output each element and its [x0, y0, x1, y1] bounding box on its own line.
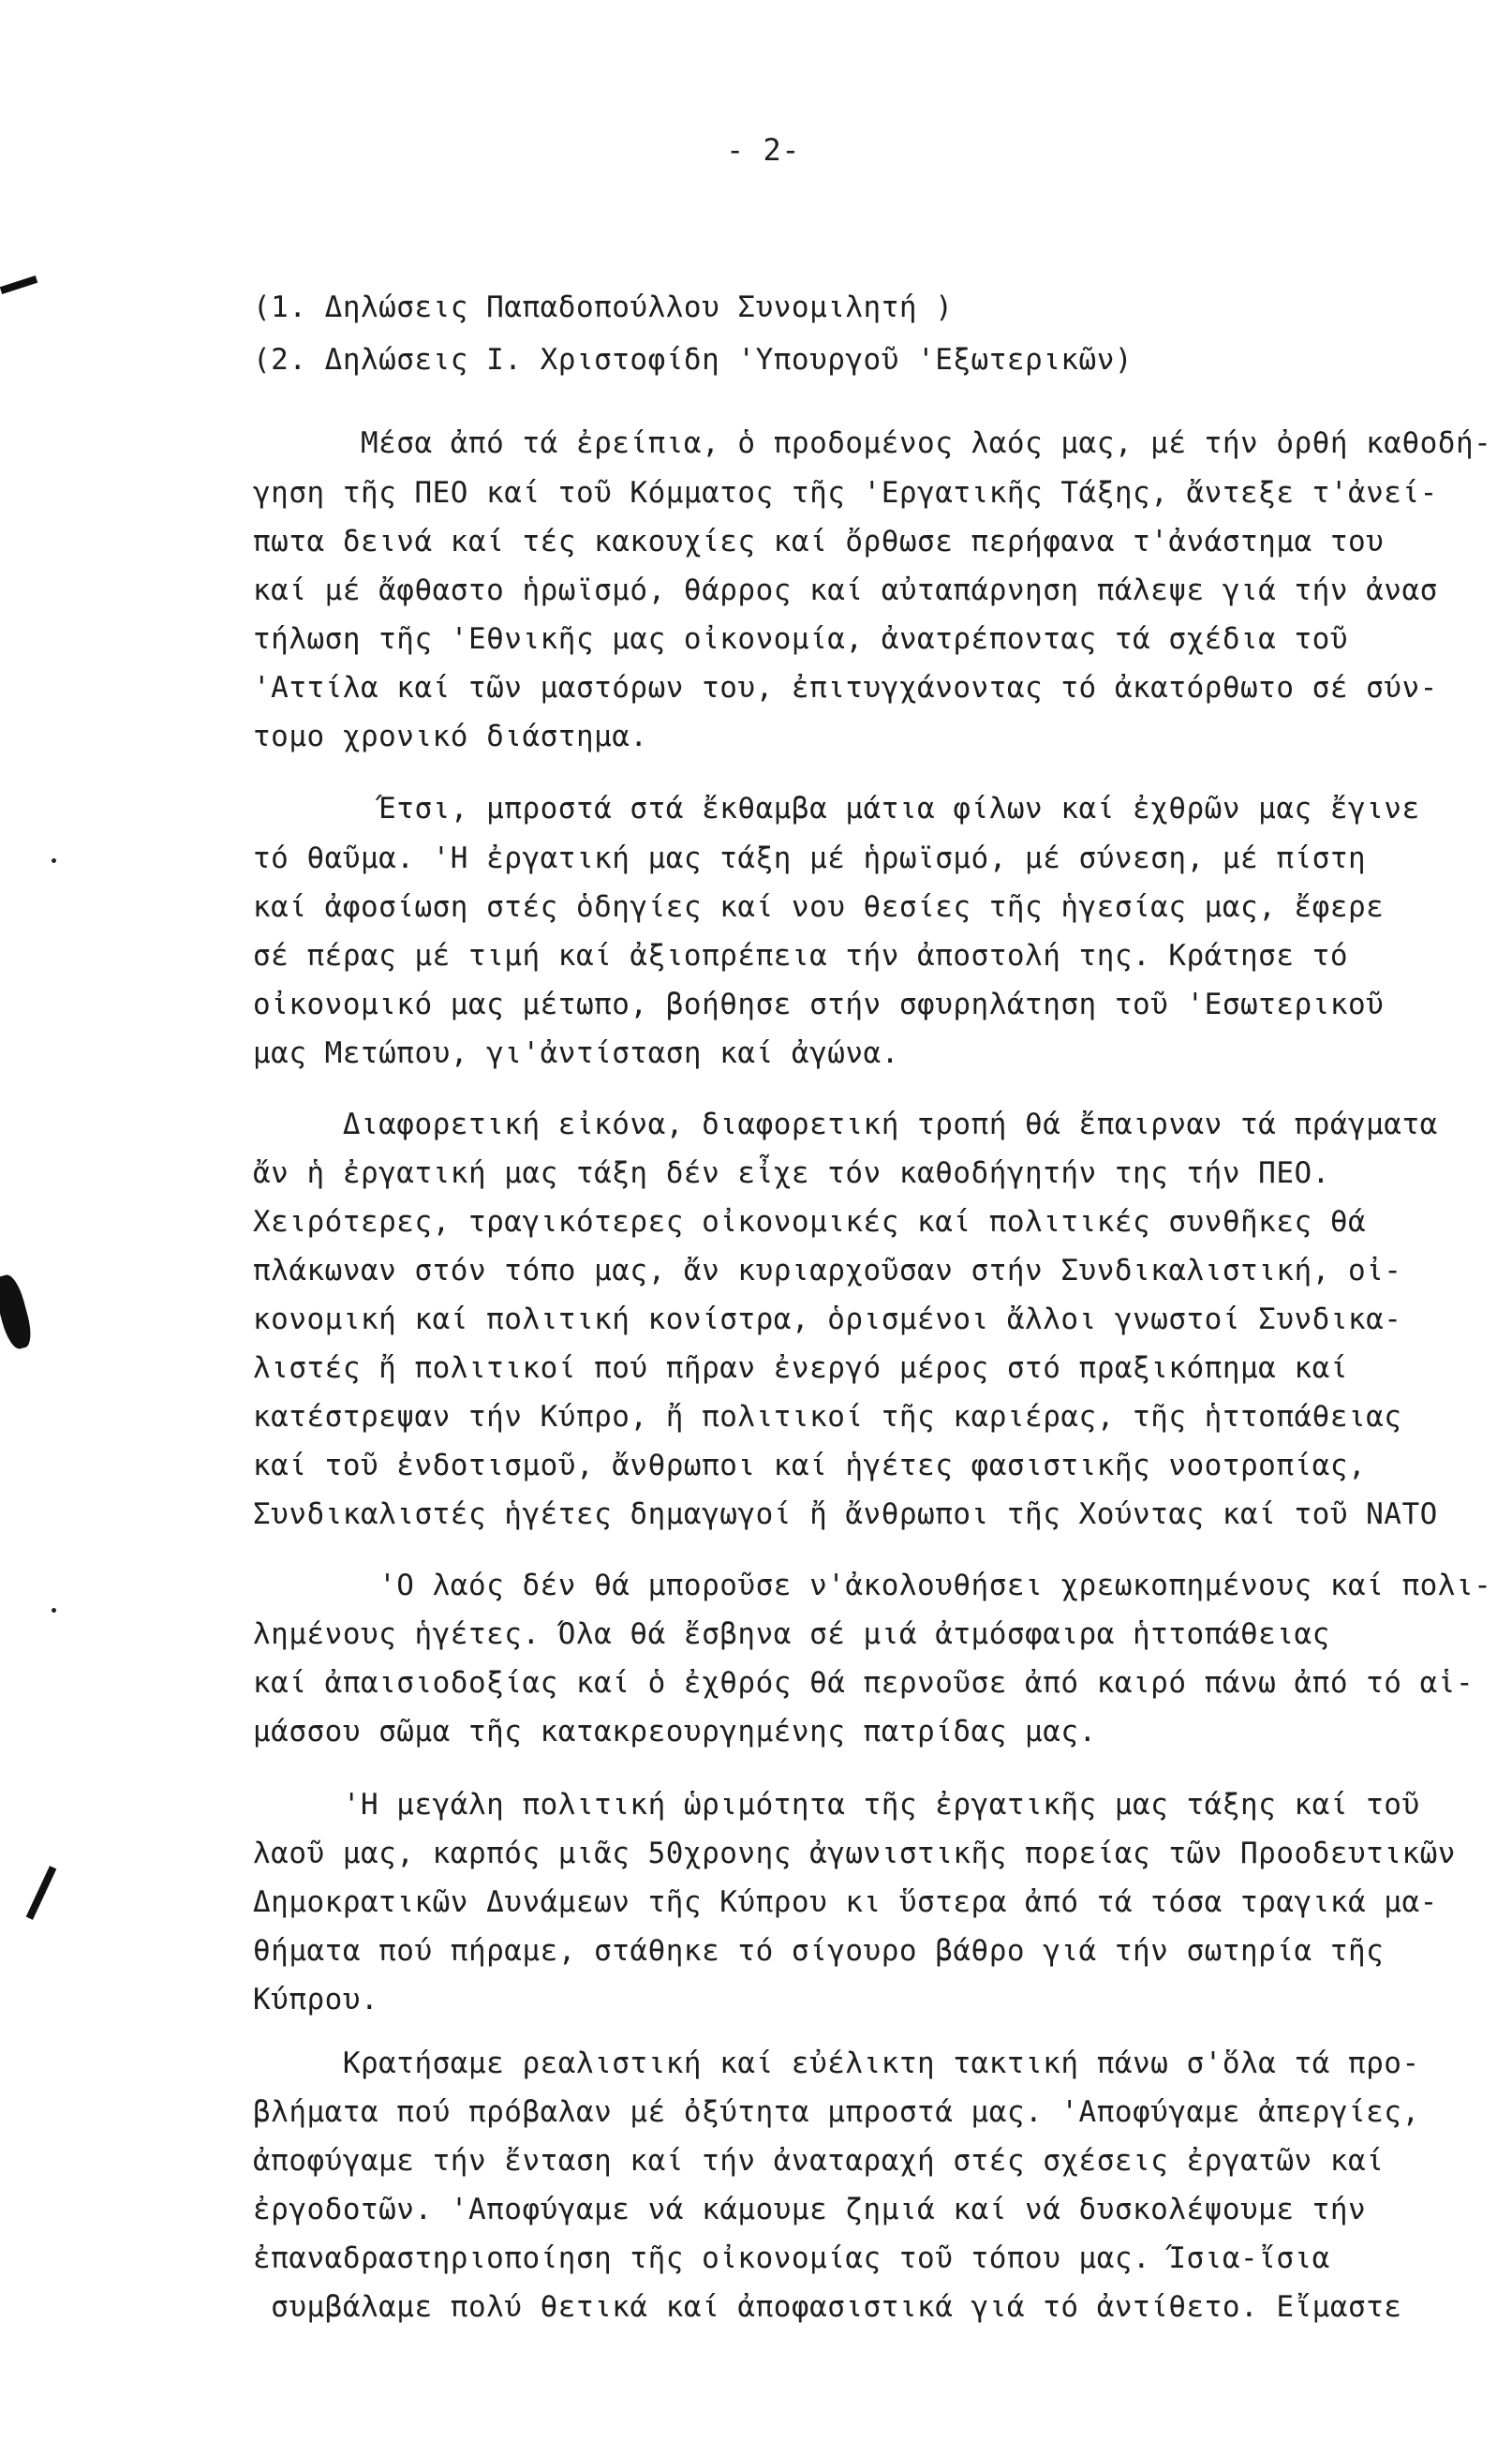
body-text-line: 'Ο λαός δέν θά μποροῦσε ν'ἀκολουθήσει χρεωκοπημένους καί πολι-	[253, 1569, 1492, 1602]
body-text-line: μάσσου σῶμα τῆς κατακρεουργημένης πατρίδας μας.	[253, 1715, 1097, 1749]
body-text-line: θήματα πού πήραμε, στάθηκε τό σίγουρο βάθρο γιά τήν σωτηρία τῆς	[253, 1934, 1385, 1968]
body-text-line: ἀποφύγαμε τήν ἔνταση καί τήν ἀναταραχή στές σχέσεις ἐργατῶν καί	[253, 2144, 1385, 2178]
body-text-line: λαοῦ μας, καρπός μιᾶς 50χρονης ἀγωνιστικῆς πορείας τῶν Προοδευτικῶν	[253, 1837, 1456, 1870]
body-text-line: Έτσι, μπροστά στά ἔκθαμβα μάτια φίλων καί ἐχθρῶν μας ἔγινε	[253, 792, 1420, 826]
reference-line: (1. Δηλώσεις Παπαδοπούλλου Συνομιλητή )	[253, 290, 954, 324]
body-text-line: καί μέ ἄφθαστο ἡρωϊσμό, θάρρος καί αὐταπάρνηση πάλεψε γιά τήν ἀνασ	[253, 573, 1438, 607]
body-text-line: Κύπρου.	[253, 1983, 379, 2017]
body-text-line: οἰκονομικό μας μέτωπο, βοήθησε στήν σφυρηλάτηση τοῦ 'Εσωτερικοῦ	[253, 988, 1385, 1021]
scan-mark-2	[0, 1273, 36, 1352]
body-text-line: πλάκωναν στόν τόπο μας, ἄν κυριαρχοῦσαν στήν Συνδικαλιστική, οἰ-	[253, 1254, 1402, 1287]
body-text-line: Μέσα ἀπό τά ἐρείπια, ὁ προδομένος λαός μας, μέ τήν ὀρθή καθοδή-	[253, 426, 1492, 460]
body-text-line: συμβάλαμε πολύ θετικά καί ἀποφασιστικά γιά τό ἀντίθετο. Εἴμαστε	[253, 2290, 1402, 2324]
body-text-line: βλήματα πού πρόβαλαν μέ ὀξύτητα μπροστά μας. 'Αποφύγαμε ἀπεργίες,	[253, 2095, 1420, 2129]
body-text-line: καί ἀπαισιοδοξίας καί ὁ ἐχθρός θά περνοῦσε ἀπό καιρό πάνω ἀπό τό αἱ-	[253, 1666, 1475, 1700]
body-text-line: τομο χρονικό διάστημα.	[253, 720, 648, 753]
body-text-line: καί τοῦ ἐνδοτισμοῦ, ἄνθρωποι καί ἡγέτες φασιστικῆς νοοτροπίας,	[253, 1449, 1367, 1482]
body-text-line: κατέστρεψαν τήν Κύπρο, ἤ πολιτικοί τῆς καριέρας, τῆς ἡττοπάθειας	[253, 1400, 1402, 1434]
body-text-line: Κρατήσαμε ρεαλιστική καί εὐέλικτη τακτική πάνω σ'ὅλα τά προ-	[253, 2047, 1420, 2080]
page-number: - 2-	[726, 132, 801, 168]
body-text-line: λημένους ἡγέτες. Όλα θά ἔσβηνα σέ μιά ἀτμόσφαιρα ἡττοπάθειας	[253, 1617, 1330, 1651]
reference-line: (2. Δηλώσεις Ι. Χριστοφίδη 'Υπουργοῦ 'Εξωτερικῶν)	[253, 343, 1134, 377]
body-text-line: τό θαῦμα. 'Η ἐργατική μας τάξη μέ ἡρωϊσμό, μέ σύνεση, μέ πίστη	[253, 841, 1367, 875]
body-text-line: λιστές ἤ πολιτικοί πού πῆραν ἐνεργό μέρος στό πραξικόπημα καί	[253, 1351, 1348, 1385]
body-text-line: καί ἀφοσίωση στές ὁδηγίες καί νου θεσίες τῆς ἡγεσίας μας, ἔφερε	[253, 890, 1385, 924]
body-text-line: ἄν ἡ ἐργατική μας τάξη δέν εἶχε τόν καθοδήγητήν της τήν ΠΕΟ.	[253, 1156, 1330, 1190]
body-text-line: 'Αττίλα καί τῶν μαστόρων του, ἐπιτυγχάνοντας τό ἀκατόρθωτο σέ σύν-	[253, 671, 1438, 705]
body-text-line: γηση τῆς ΠΕΟ καί τοῦ Κόμματος τῆς 'Εργατικῆς Τάξης, ἄντεξε τ'ἀνεί-	[253, 476, 1438, 510]
body-text-line: Συνδικαλιστές ἡγέτες δημαγωγοί ἤ ἄνθρωποι τῆς Χούντας καί τοῦ ΝΑΤΟ	[253, 1497, 1438, 1531]
body-text-line: μας Μετώπου, γι'ἀντίσταση καί ἀγώνα.	[253, 1036, 899, 1070]
body-text-line: ἐπαναδραστηριοποίηση τῆς οἰκονομίας τοῦ τόπου μας. Ίσια-ἴσια	[253, 2241, 1330, 2275]
body-text-line: 'Η μεγάλη πολιτική ὡριμότητα τῆς ἐργατικῆς μας τάξης καί τοῦ	[253, 1788, 1420, 1822]
scan-speck-2	[52, 1608, 56, 1613]
body-text-line: τήλωση τῆς 'Εθνικῆς μας οἰκονομία, ἀνατρέποντας τά σχέδια τοῦ	[253, 622, 1348, 656]
body-text-line: Χειρότερες, τραγικότερες οἰκονομικές καί πολιτικές συνθῆκες θά	[253, 1205, 1367, 1239]
body-text-line: πωτα δεινά καί τές κακουχίες καί ὄρθωσε περήφανα τ'ἀνάστημα του	[253, 525, 1385, 558]
scan-speck-1	[52, 858, 56, 863]
body-text-line: κονομική καί πολιτική κονίστρα, ὁρισμένοι ἄλλοι γνωστοί Συνδικα-	[253, 1302, 1402, 1336]
body-text-line: σέ πέρας μέ τιμή καί ἀξιοπρέπεια τήν ἀποστολή της. Κράτησε τό	[253, 939, 1348, 973]
scan-mark-1	[0, 275, 37, 294]
body-text-line: Διαφορετική εἰκόνα, διαφορετική τροπή θά ἔπαιρναν τά πράγματα	[253, 1108, 1438, 1141]
scan-mark-3	[26, 1866, 57, 1920]
body-text-line: Δημοκρατικῶν Δυνάμεων τῆς Κύπρου κι ὕστερα ἀπό τά τόσα τραγικά μα-	[253, 1885, 1438, 1919]
body-text-line: ἐργοδοτῶν. 'Αποφύγαμε νά κάμουμε ζημιά καί νά δυσκολέψουμε τήν	[253, 2193, 1367, 2226]
